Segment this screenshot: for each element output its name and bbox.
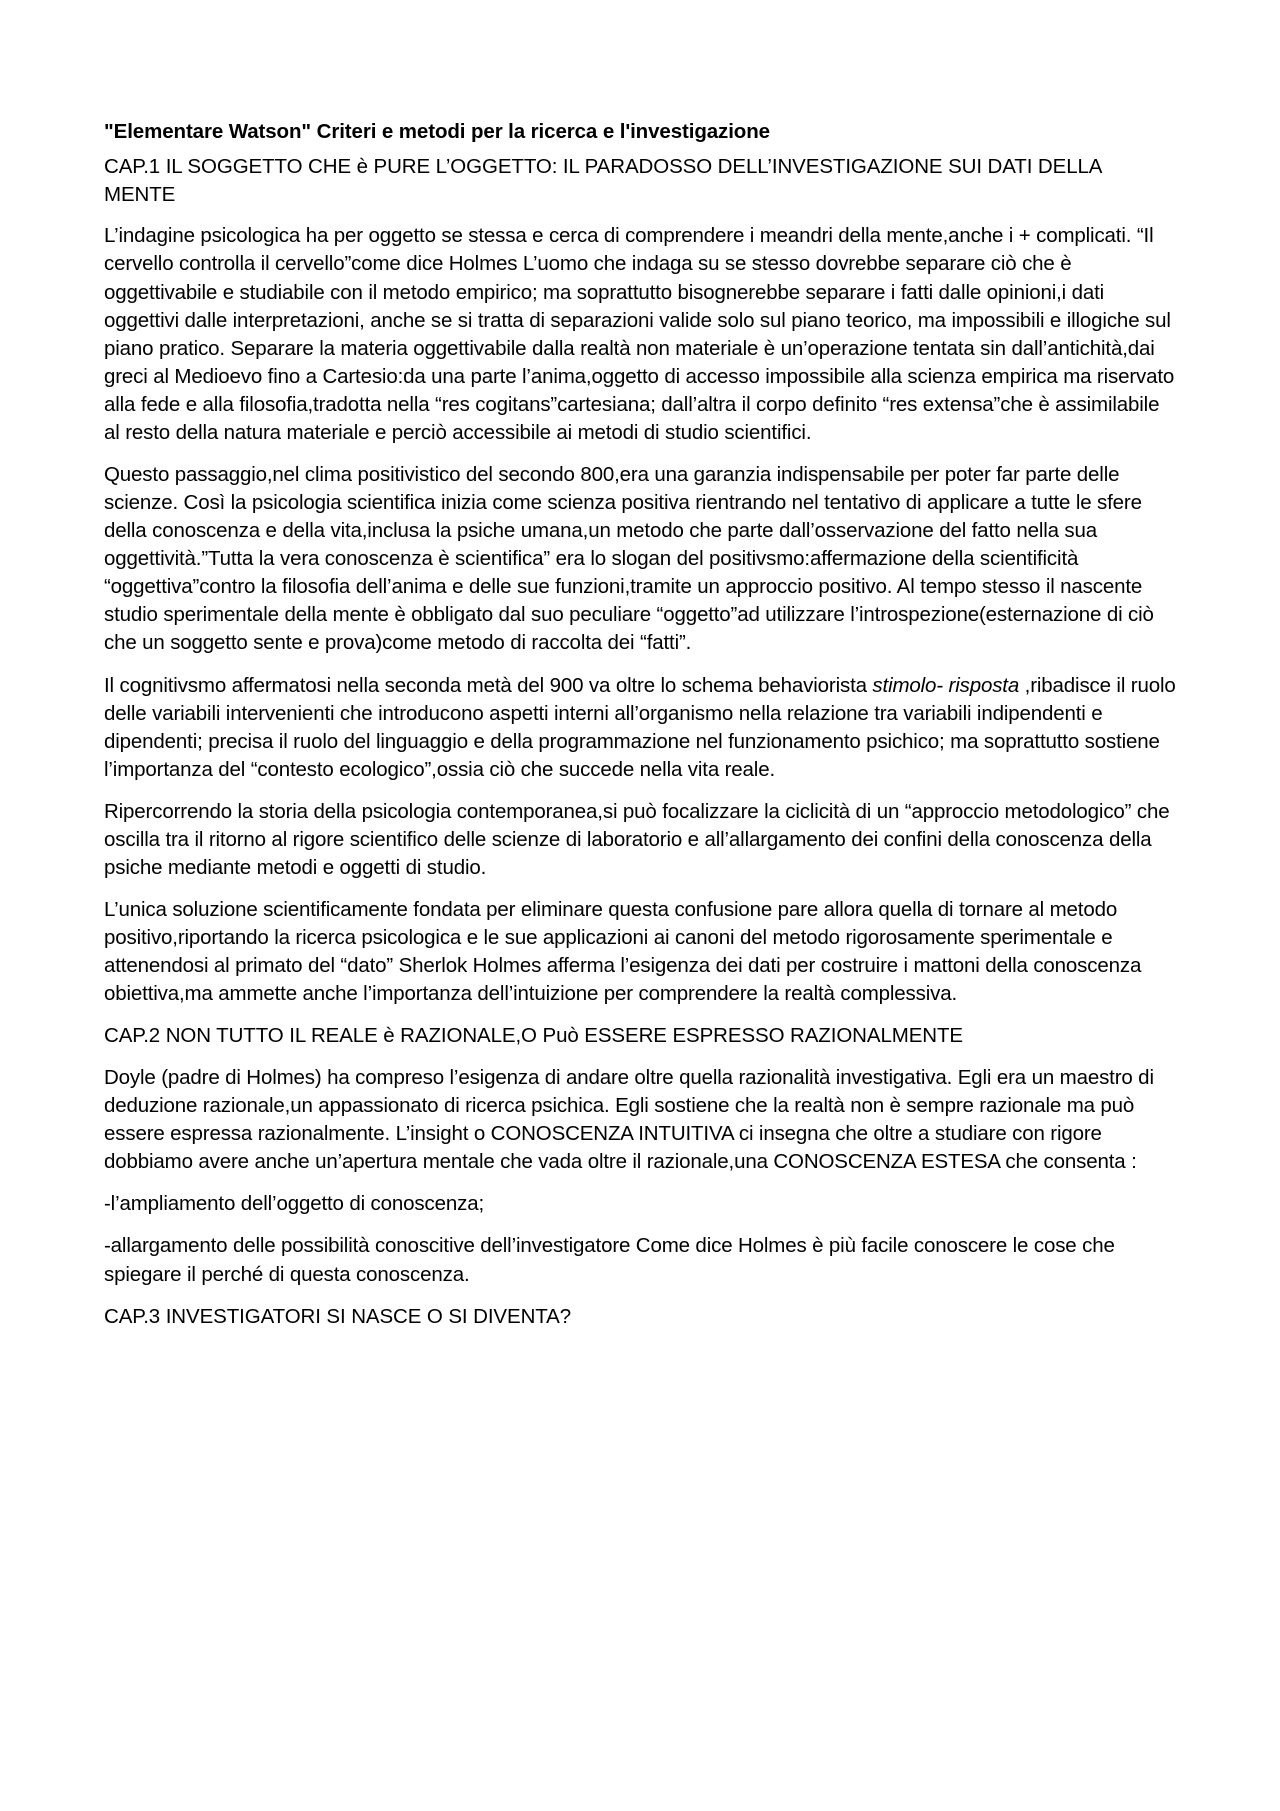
chapter-1-heading: CAP.1 IL SOGGETTO CHE è PURE L’OGGETTO: IL PARADOSSO DELL’INVESTIGAZIONE SUI DATI DELLA MENTE: [104, 155, 1102, 206]
paragraph-2: Questo passaggio,nel clima positivistico del secondo 800,era una garanzia indispensabile per poter far parte delle scienze. Così la psicologia scientifica inizia come scienza positiva rientrando nel tentativo di applicare a tutte le sfere della conoscenza e della vita,inclusa la psiche umana,un metodo che parte dall’osservazione del fatto nella sua oggettività.”Tutta la vera conoscenza è scientifica” era lo slogan del positivsmo:affermazione della scientificità “oggettiva”contro la filosofia dell’anima e delle sue funzioni,tramite un approccio positivo. Al tempo stesso il nascente studio sperimentale della mente è obbligato dal suo peculiare “oggetto”ad utilizzare l’introspezione(esternazione di ciò che un soggetto sente e prova)come metodo di raccolta dei “fatti”.: [104, 463, 1154, 655]
paragraph-5: L’unica soluzione scientificamente fondata per eliminare questa confusione pare allora quella di tornare al metodo positivo,riportando la ricerca psicologica e le sue applicazioni ai canoni del metodo rigorosamente sperimentale e attenendosi al primato del “dato” Sherlok Holmes afferma l’esigenza dei dati per costruire i mattoni della conoscenza obiettiva,ma ammette anche l’importanza dell’intuizione per comprendere la realtà complessiva.: [104, 898, 1142, 1006]
paragraph-3-text-before: Il cognitivsmo affermatosi nella seconda metà del 900 va oltre lo schema behaviorista: [104, 673, 873, 697]
chapter-2-heading: CAP.2 NON TUTTO IL REALE è RAZIONALE,O Può ESSERE ESPRESSO RAZIONALMENTE: [104, 1024, 963, 1048]
chapter-3-heading: CAP.3 INVESTIGATORI SI NASCE O SI DIVENTA?: [104, 1304, 572, 1328]
paragraph-3-italic-term: stimolo- risposta: [872, 673, 1020, 697]
paragraph-3-text-after: ,ribadisce il ruolo delle variabili intervenienti che introducono aspetti interni all’organismo nella relazione tra variabili indipendenti e dipendenti; precisa il ruolo del linguaggio e della programmazione nel funzionamento psichico; ma soprattutto sostiene l’importanza del “contesto ecologico”,ossia ciò che succede nella vita reale.: [104, 673, 1176, 781]
paragraph-7: -l’ampliamento dell’oggetto di conoscenza;: [104, 1192, 485, 1216]
paragraph-1: L’indagine psicologica ha per oggetto se stessa e cerca di comprendere i meandri della mente,anche i + complicati. “Il cervello controlla il cervello”come dice Holmes L’uomo che indaga su se stesso dovrebbe separare ciò che è oggettivabile e studiabile con il metodo empirico; ma soprattutto bisognerebbe separare i fatti dalle opinioni,i dati oggettivi dalle interpretazioni, anche se si tratta di separazioni valide solo sul piano teorico, ma impossibili e illogiche sul piano pratico. Separare la materia oggettivabile dalla realtà non materiale è un’operazione tentata sin dall’antichità,dai greci al Medioevo fino a Cartesio:da una parte l’anima,oggetto di accesso impossibile alla scienza empirica ma riservato alla fede e alla filosofia,tradotta nella “res cogitans”cartesiana; dall’altra il corpo definito “res extensa”che è assimilabile al resto della natura materiale e perciò accessibile ai metodi di studio scientifici.: [104, 224, 1175, 444]
paragraph-3: [104, 672, 1176, 784]
page-title: "Elementare Watson" Criteri e metodi per la ricerca e l'investigazione: [104, 120, 770, 143]
paragraph-8: -allargamento delle possibilità conoscitive dell’investigatore Come dice Holmes è più facile conoscere le cose che spiegare il perché di questa conoscenza.: [104, 1234, 1115, 1286]
paragraph-6: Doyle (padre di Holmes) ha compreso l’esigenza di andare oltre quella razionalità investigativa. Egli era un maestro di deduzione razionale,un appassionato di ricerca psichica. Egli sostiene che la realtà non è sempre razionale ma può essere espressa razionalmente. L’insight o CONOSCENZA INTUITIVA ci insegna che oltre a studiare con rigore dobbiamo avere anche un’apertura mentale che vada oltre il razionale,una CONOSCENZA ESTESA che consenta :: [104, 1066, 1154, 1174]
paragraph-4: Ripercorrendo la storia della psicologia contemporanea,si può focalizzare la ciclicità di un “approccio metodologico” che oscilla tra il ritorno al rigore scientifico delle scienze di laboratorio e all’allargamento dei confini della conoscenza della psiche mediante metodi e oggetti di studio.: [104, 799, 1170, 880]
